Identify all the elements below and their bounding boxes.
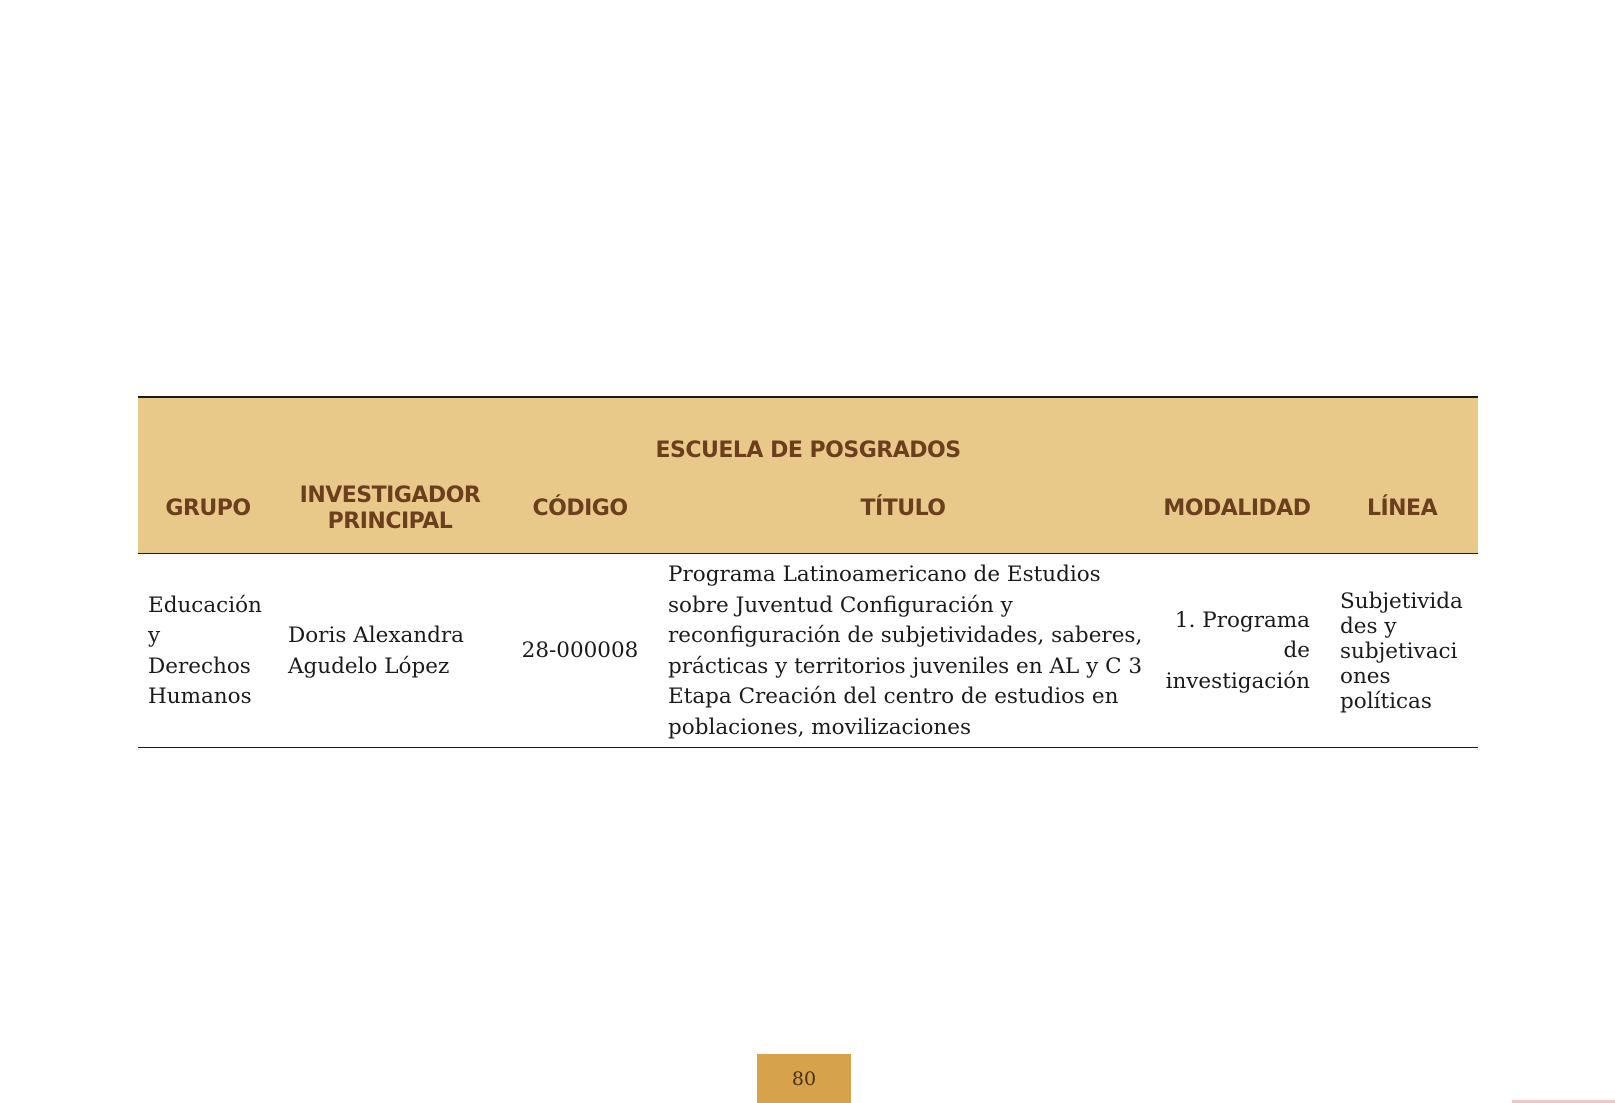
- research-table-container: [138, 396, 1478, 748]
- header-linea: LÍNEA: [1326, 465, 1478, 554]
- header-codigo: CÓDIGO: [502, 465, 658, 554]
- cell-grupo: Educación y Derechos Humanos: [138, 554, 278, 748]
- cell-investigador: Doris Alexandra Agudelo López: [278, 554, 502, 748]
- header-modalidad: MODALIDAD: [1148, 465, 1326, 554]
- table-body: [138, 554, 1478, 748]
- header-grupo: GRUPO: [138, 465, 278, 554]
- table-title-row: [138, 397, 1478, 465]
- page-number: 80: [791, 1067, 817, 1090]
- header-investigador: INVESTIGADOR PRINCIPAL: [278, 465, 502, 554]
- research-table: [138, 396, 1478, 748]
- table-row: [138, 554, 1478, 748]
- cell-linea: Subjetividades y subjetivaciones políticas: [1326, 554, 1478, 748]
- cell-modalidad: 1. Programa de investigación: [1148, 554, 1326, 748]
- cell-titulo: Programa Latinoamericano de Estudios sobre Juventud Configuración y reconfiguración de subjetividades, saberes, prácticas y territorios juveniles en AL y C 3 Etapa Creación del centro de estudios en poblaciones, movilizaciones: [658, 554, 1148, 748]
- header-titulo: TÍTULO: [658, 465, 1148, 554]
- column-header-row: [138, 465, 1478, 554]
- cell-codigo: 28-000008: [502, 554, 658, 748]
- table-title: ESCUELA DE POSGRADOS: [138, 397, 1478, 465]
- table-header: [138, 397, 1478, 554]
- page-number-badge: [757, 1054, 851, 1103]
